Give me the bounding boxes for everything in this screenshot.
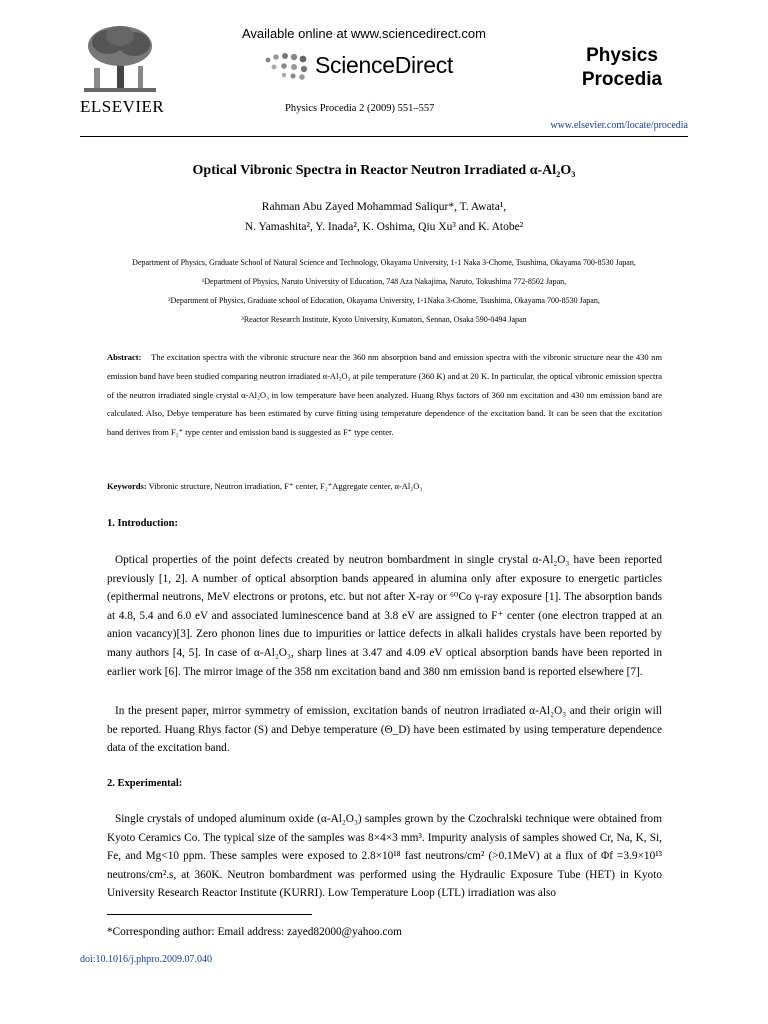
elsevier-tree-logo — [80, 22, 160, 96]
article-title: Optical Vibronic Spectra in Reactor Neutron Irradiated α-Al₂O₃ — [192, 163, 576, 178]
affiliation: ¹Department of Physics, Naruto University of Education, 748 Aza Nakajima, Naruto, Tokushima 772-8502 Japan, — [201, 277, 567, 286]
affiliation: ²Department of Physics, Graduate school of Education, Okayama University, 1-1Naka 3-Chome, Tsushima, Okayama 700-8530 Japan, — [168, 296, 600, 305]
affiliation: ³Reactor Research Institute, Kyoto University, Kumatori, Sennan, Osaka 590-0494 Japan — [241, 315, 527, 324]
abstract-text: The excitation spectra with the vibronic structure near the 360 nm absorption band and emission spectra with the vibronic structure near the 430 nm emission band have been studied comparing neutron irradiated α-Al₂O₃ at pile temperature (360 K) and at 20 K. In particular, the optical vibronic emission spectra of the neutron irradiated single crystal α-Al₂O₃ in low temperature have been analyzed. Huang Rhys factors of 360 nm excitation and 430 nm emission band are calculated. Also, Debye temperature has been estimated by curve fitting using temperature dependence of the excitation band. It can be seen that the excitation band derives from F₂⁺ type center and emission band is suggested as F⁺ type center. — [107, 352, 662, 438]
publisher-name: ELSEVIER — [80, 97, 165, 116]
author-list — [80, 197, 688, 237]
paragraph: In the present paper, mirror symmetry of emission, excitation bands of neutron irradiated α-Al₂O₃ and their origin will be reported. Huang Rhys factor (S) and Debye temperature (Θ_D) have been estimated by using temperature dependence data of the excitation band. — [107, 705, 662, 755]
journal-title-line1: Physics — [586, 45, 658, 66]
journal-citation: Physics Procedia 2 (2009) 551–557 — [285, 103, 435, 114]
abstract — [107, 348, 662, 442]
footnote-divider — [107, 914, 312, 915]
section-heading: 2. Experimental: — [107, 778, 183, 789]
keywords — [107, 481, 662, 492]
keywords-label: Keywords: — [107, 481, 147, 491]
authors-line: Rahman Abu Zayed Mohammad Saliqur*, T. Awata¹, — [261, 201, 507, 213]
doi-link[interactable]: doi:10.1016/j.phpro.2009.07.040 — [80, 954, 212, 965]
affiliation: Department of Physics, Graduate School of Natural Science and Technology, Okayama University, 1-1 Naka 3-Chome, Tsushima, Okayama 700-8530 Japan, — [132, 258, 636, 267]
journal-title — [567, 44, 677, 92]
sciencedirect-wordmark: ScienceDirect — [315, 52, 453, 78]
abstract-label: Abstract: — [107, 352, 142, 362]
paragraph: Single crystals of undoped aluminum oxide (α-Al₂O₃) samples grown by the Czochralski technique were obtained from Kyoto Ceramics Co. The typical size of the samples was 8×4×3 mm³. Impurity analysis of samples showed Cr, Na, K, Si, Fe, and Mg<10 ppm. These samples were exposed to 2.8×10¹⁸ fast neutrons/cm² (>0.1MeV) at a flux of Φf =3.9×10¹³ neutrons/cm².s, at 360K. Neutron bombardment was performed using the Hydraulic Exposure Tube (HET) in Kyoto University Research Reactor Institute (KURRI). Low Temperature Loop (LTL) irradiation was also — [107, 813, 662, 900]
corresponding-author-footnote: *Corresponding author: Email address: zayed82000@yahoo.com — [107, 926, 402, 938]
authors-line: N. Yamashita², Y. Inada², K. Oshima, Qiu Xu³ and K. Atobe² — [244, 221, 524, 233]
paragraph: Optical properties of the point defects created by neutron bombardment in single crystal α-Al₂O₃ have been reported previously [1, 2]. A number of optical absorption bands appeared in alumina only after exposure to energetic particles (epithermal neutrons, MeV electrons or protons, etc. but not after X-ray or ⁶⁰Co γ-ray exposure [1]. The absorption bands at 4.8, 5.4 and 6.0 eV and associated luminescence band at 3.8 eV are assigned to F⁺ center (one electron trapped at an anion vacancy)[3]. Zero phonon lines due to impurities or lattice defects in alkali halides crystals have been reported by many authors [4, 5]. In case of α-Al₂O₃, sharp lines at 3.47 and 4.09 eV optical absorption bands have been reported in earlier work [6]. The mirror image of the 358 nm excitation band and 380 nm emission band is reported elsewhere [7]. — [107, 554, 662, 678]
sciencedirect-dots-icon — [262, 52, 316, 80]
keywords-text: Vibronic structure, Neutron irradiation, F⁺ center, F₂⁺Aggregate center, α-Al₂O₃ — [148, 481, 423, 491]
journal-title-line2: Procedia — [581, 69, 663, 90]
journal-url-link[interactable]: www.elsevier.com/locate/procedia — [550, 120, 688, 131]
section-heading: 1. Introduction: — [107, 518, 178, 529]
header-divider — [80, 136, 688, 137]
available-online-text[interactable]: Available online at www.sciencedirect.com — [242, 26, 486, 41]
